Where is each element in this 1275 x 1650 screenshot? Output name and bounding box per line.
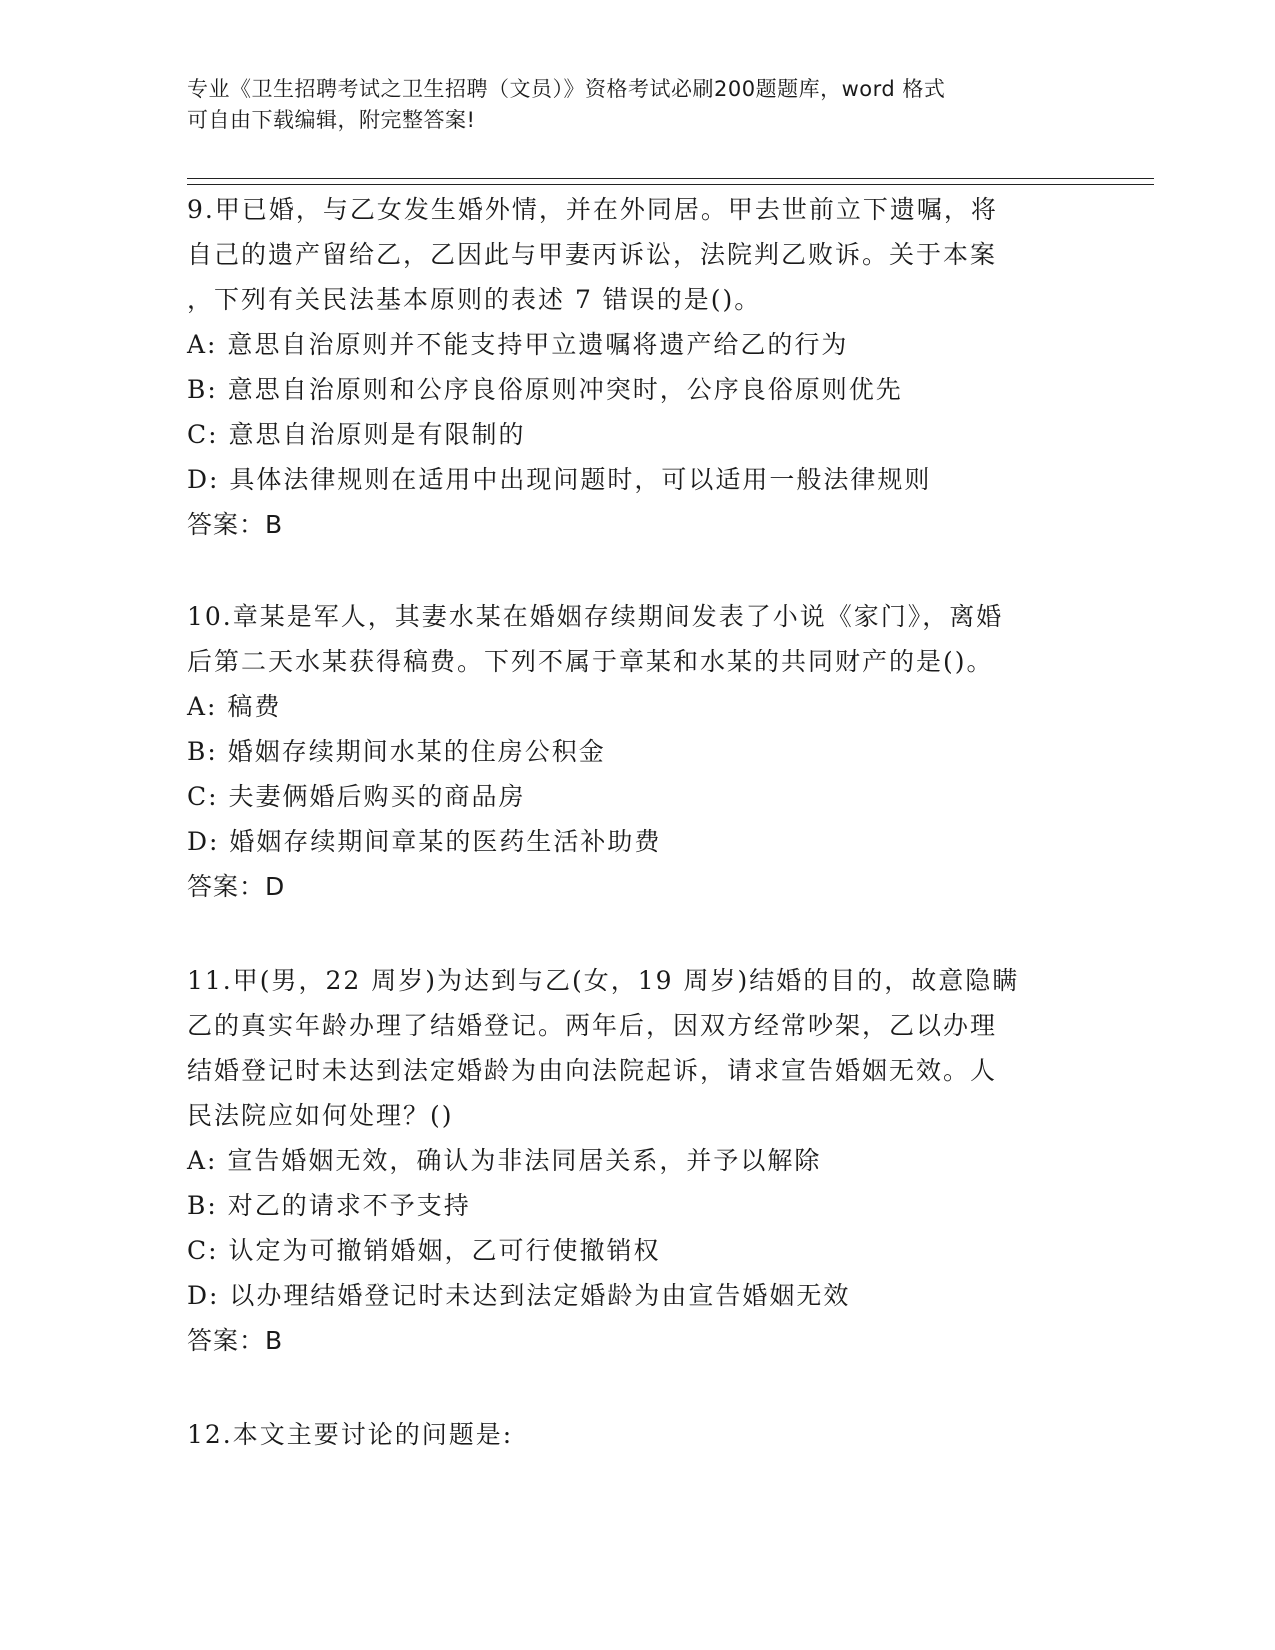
option-c: C: 认定为可撤销婚姻，乙可行使撤销权 [187, 1236, 661, 1265]
option-c: C: 意思自治原则是有限制的 [187, 420, 526, 449]
header-line-2: 可自由下载编辑，附完整答案! [187, 108, 476, 132]
option-b: B: 婚姻存续期间水某的住房公积金 [187, 737, 606, 766]
option-a: A: 宣告婚姻无效，确认为非法同居关系，并予以解除 [187, 1146, 822, 1175]
question-stem [187, 594, 1087, 684]
stem-line: 乙的真实年龄办理了结婚登记。两年后，因双方经常吵架，乙以办理 [187, 1011, 998, 1040]
question-9 [187, 187, 1087, 547]
header-divider-bottom [187, 184, 1154, 185]
option-d: D: 婚姻存续期间章某的医药生活补助费 [187, 827, 662, 856]
question-stem [187, 958, 1087, 1138]
stem-line: 自己的遗产留给乙，乙因此与甲妻丙诉讼，法院判乙败诉。关于本案 [187, 240, 998, 269]
header-line-1: 专业《卫生招聘考试之卫生招聘（文员）》资格考试必刷200题题库，word 格式 [187, 77, 946, 101]
stem-line: 9.甲已婚，与乙女发生婚外情，并在外同居。甲去世前立下遗嘱，将 [187, 195, 998, 224]
stem-line: ，下列有关民法基本原则的表述 7 错误的是()。 [187, 285, 762, 314]
answer-line: 答案：B [187, 510, 284, 539]
stem-line: 后第二天水某获得稿费。下列不属于章某和水某的共同财产的是()。 [187, 647, 994, 676]
document-header [187, 74, 1067, 136]
answer-line: 答案：D [187, 872, 286, 901]
question-stem [187, 187, 1087, 322]
option-d: D: 具体法律规则在适用中出现问题时，可以适用一般法律规则 [187, 465, 932, 494]
option-c: C: 夫妻俩婚后购买的商品房 [187, 782, 526, 811]
option-a: A: 稿费 [187, 692, 282, 721]
option-a: A: 意思自治原则并不能支持甲立遗嘱将遗产给乙的行为 [187, 330, 849, 359]
question-12 [187, 1412, 1087, 1457]
option-b: B: 对乙的请求不予支持 [187, 1191, 471, 1220]
answer-line: 答案：B [187, 1326, 284, 1355]
stem-line: 12.本文主要讨论的问题是: [187, 1420, 514, 1449]
question-10 [187, 594, 1087, 909]
stem-line: 结婚登记时未达到法定婚龄为由向法院起诉，请求宣告婚姻无效。人 [187, 1056, 998, 1085]
header-divider-top [187, 178, 1154, 179]
option-b: B: 意思自治原则和公序良俗原则冲突时，公序良俗原则优先 [187, 375, 903, 404]
question-11 [187, 958, 1087, 1363]
option-d: D: 以办理结婚登记时未达到法定婚龄为由宣告婚姻无效 [187, 1281, 851, 1310]
stem-line: 11.甲(男，22 周岁)为达到与乙(女，19 周岁)结婚的目的，故意隐瞒 [187, 966, 1020, 995]
stem-line: 10.章某是军人，其妻水某在婚姻存续期间发表了小说《家门》，离婚 [187, 602, 1004, 631]
stem-line: 民法院应如何处理？() [187, 1101, 454, 1130]
question-stem [187, 1412, 1087, 1457]
